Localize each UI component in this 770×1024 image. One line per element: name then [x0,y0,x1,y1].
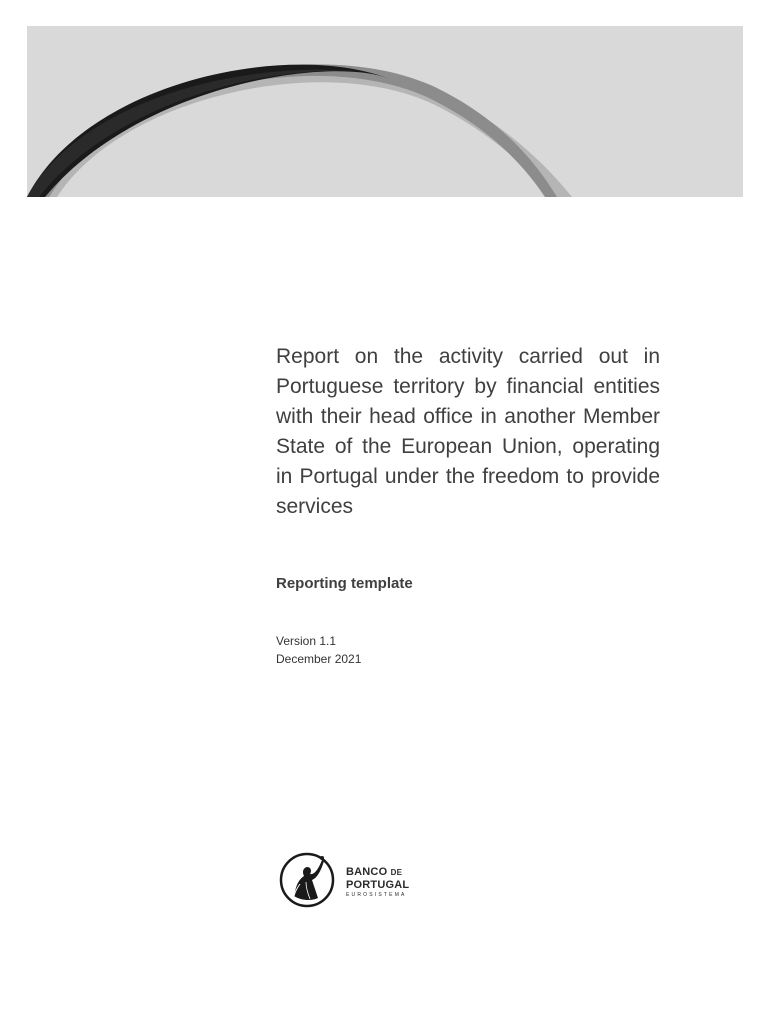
logo-wordmark [346,866,409,900]
version-block [276,632,361,668]
document-subtitle: Reporting template [276,575,413,592]
logo-line-2: PORTUGAL [346,879,410,891]
date-label: December 2021 [276,652,362,666]
logo-de: DE [390,868,403,877]
header-band [27,26,743,197]
logo-line-3: EUROSISTEMA [346,892,407,898]
banco-de-portugal-logo [276,846,436,908]
version-label: Version 1.1 [276,634,337,648]
decorative-arc-graphic [27,26,743,197]
logo-banco: BANCO [346,866,388,878]
banco-de-portugal-seal-icon [276,846,338,908]
logo-line-1 [346,866,409,879]
document-title: Report on the activity carried out in Portuguese territory by financial entities with their head office in another Member State of the European Union, operating in Portugal under the freedom to provide services [276,345,660,518]
